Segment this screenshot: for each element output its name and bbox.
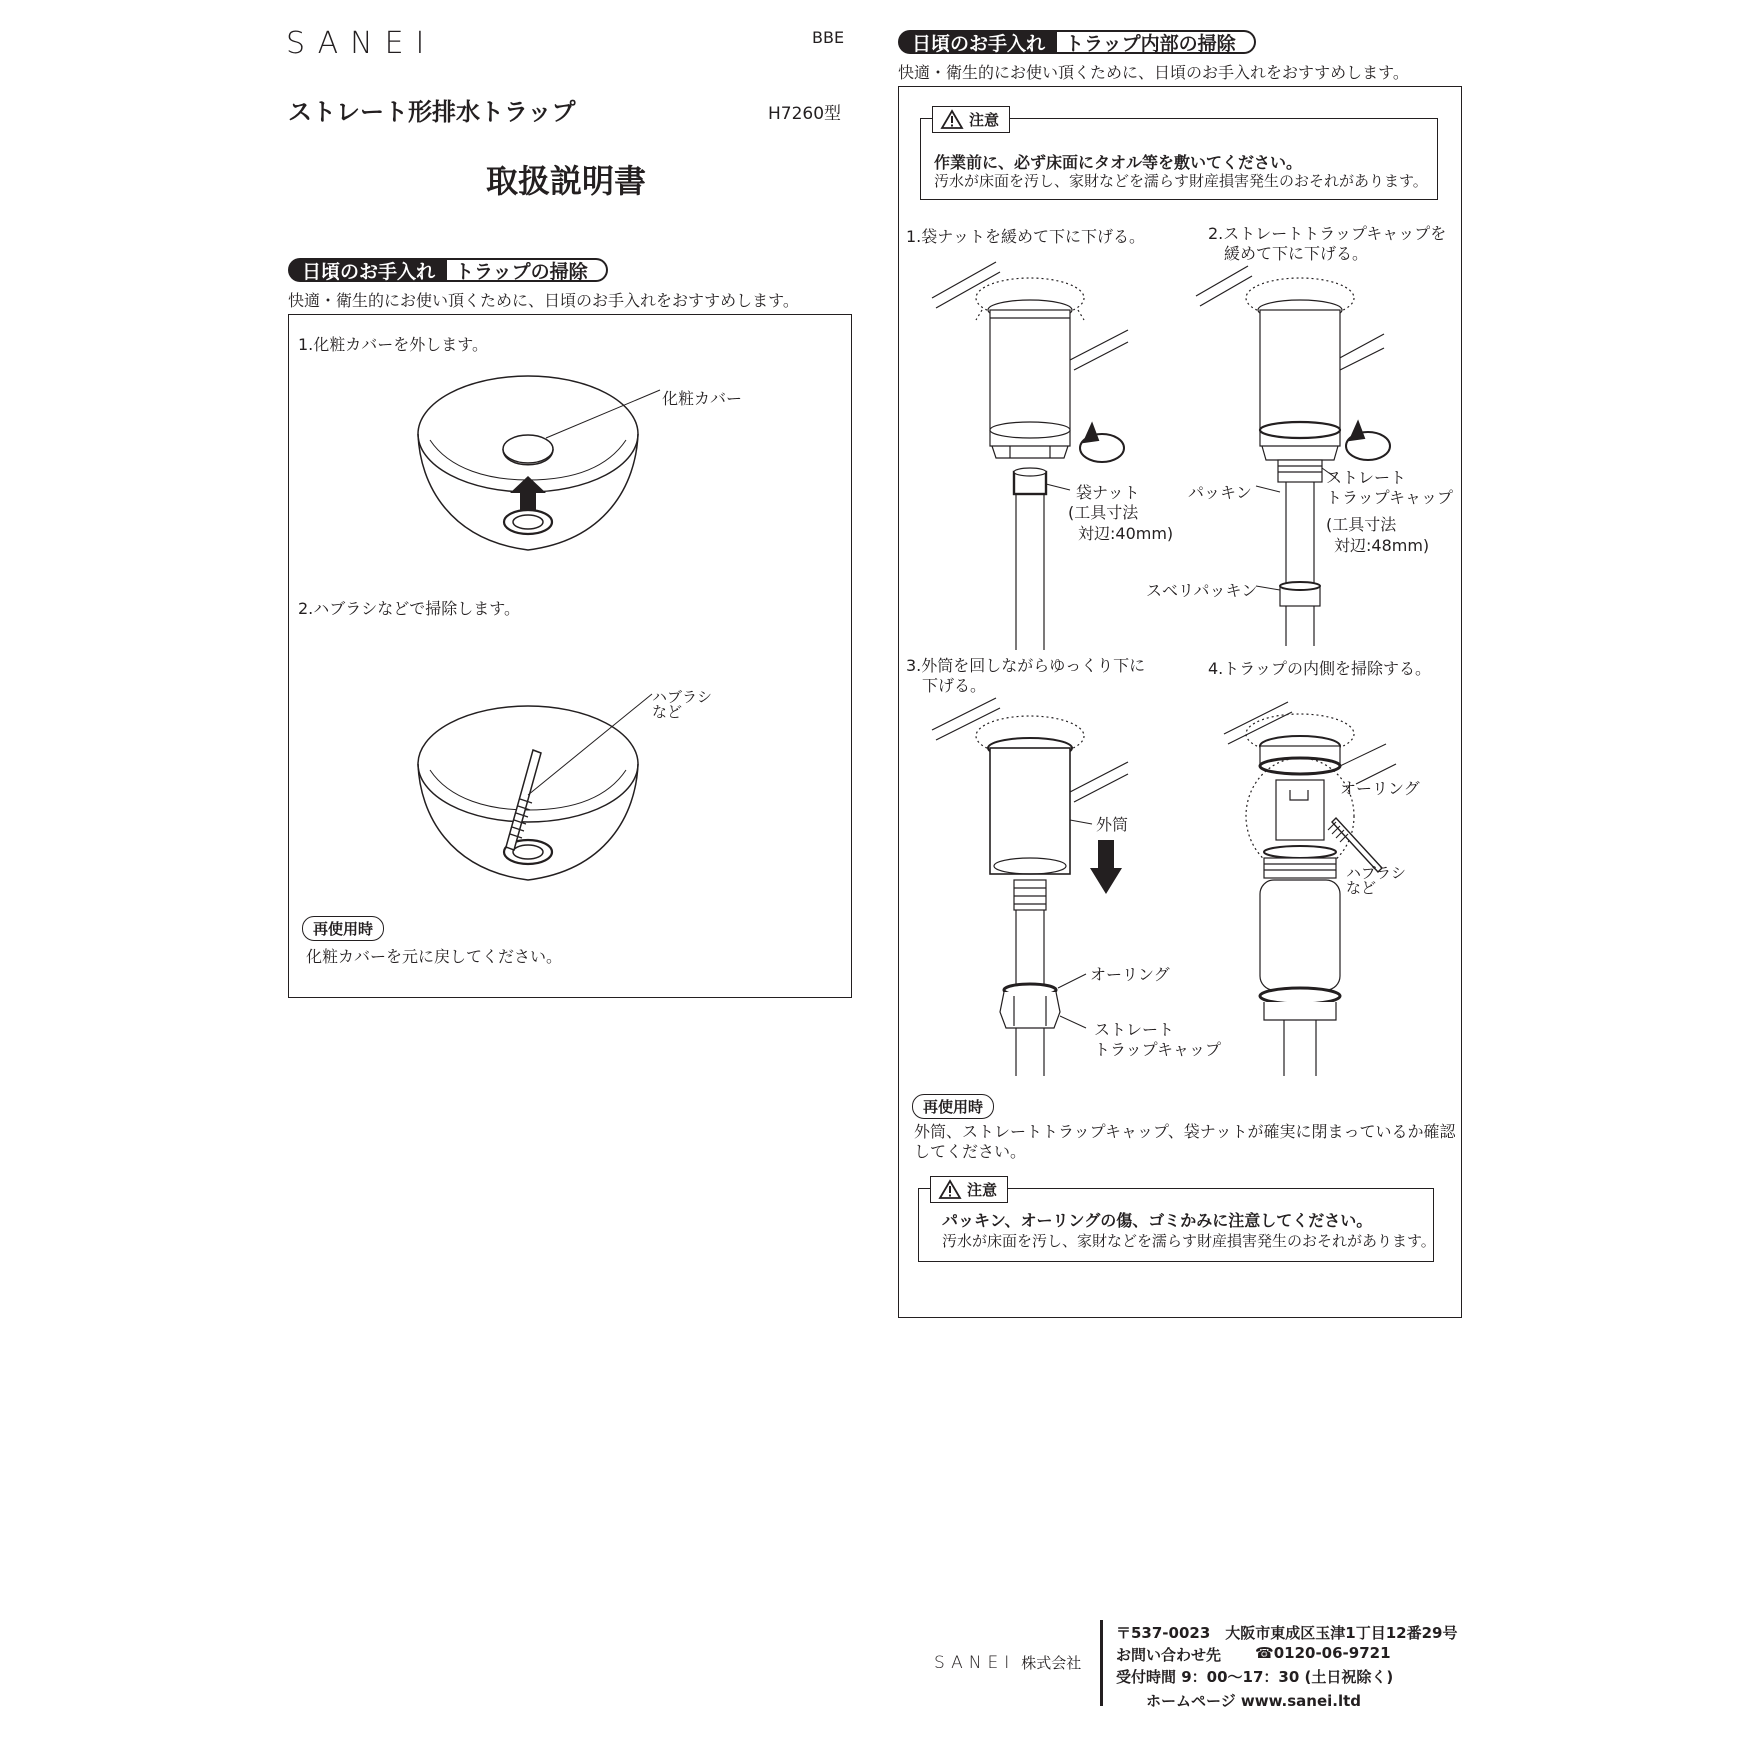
left-step2: 2.ハブラシなどで掃除します。 [298, 599, 520, 618]
step2-label-tool-line1: (工具寸法 [1326, 515, 1397, 534]
caution1-bold: 作業前に、必ず床面にタオル等を敷いてください。 [934, 153, 1303, 172]
step2-label-cap-line1: ストレート [1326, 468, 1407, 487]
doc-code: BBE [812, 28, 845, 47]
step2-label-cap [1326, 468, 1453, 508]
left-reuse-tag: 再使用時 [302, 916, 384, 941]
caution-tag-1-label: 注意 [969, 111, 1000, 129]
warning-icon-2 [939, 1180, 961, 1199]
footer-company-suffix: 株式会社 [1021, 1654, 1082, 1672]
cover-cap [503, 435, 553, 465]
caution1-text: 汚水が床面を汚し、家財などを濡らす財産損害発生のおそれがあります。 [934, 172, 1428, 190]
label-brush-line1: ハブラシ [652, 688, 713, 706]
step3-label-cap-line1: ストレート [1094, 1020, 1175, 1039]
right-section-tag-dark: 日頃のお手入れ [898, 30, 1057, 54]
footer-contact-row [1116, 1644, 1391, 1665]
step3-label-oring: オーリング [1090, 965, 1170, 984]
down-arrow-icon [1090, 840, 1122, 894]
left-section-tag-light: トラップの掃除 [447, 258, 608, 282]
step3-label-cap-line2: トラップキャップ [1094, 1040, 1222, 1059]
step4-label-brush [1346, 866, 1406, 896]
step3-label-outer: 外筒 [1096, 815, 1129, 834]
left-section-intro: 快適・衛生的にお使い頂くために、日頃のお手入れをおすすめします。 [288, 291, 799, 310]
right-step3-line2: 下げる。 [922, 676, 987, 695]
step1-label-tool [1068, 502, 1173, 544]
footer-address: 〒537-0023 大阪市東成区玉津1丁目12番29号 [1116, 1624, 1458, 1642]
step4-label-oring: オーリング [1340, 779, 1420, 798]
warning-icon [941, 110, 963, 129]
bowl-cover-illustration [410, 370, 650, 560]
right-step1: 1.袋ナットを緩めて下に下げる。 [906, 227, 1145, 246]
right-reuse-tag: 再使用時 [912, 1094, 994, 1119]
right-section-header [898, 30, 1256, 54]
right-step3 [906, 656, 1145, 696]
step4-label-brush-line2: など [1346, 879, 1377, 897]
right-step2-line2: 緩めて下に下げる。 [1224, 244, 1369, 263]
caution2-text: 汚水が床面を汚し、家財などを濡らす財産損害発生のおそれがあります。 [942, 1232, 1436, 1250]
step2-label-packing: パッキン [1188, 483, 1252, 502]
brand-logo-text: SANEI [286, 26, 437, 61]
step4-label-brush-line1: ハブラシ [1346, 864, 1407, 882]
footer-phone: ☎0120-06-9721 [1255, 1644, 1391, 1662]
footer-divider [1100, 1620, 1103, 1706]
right-section-tag-light: トラップ内部の掃除 [1057, 30, 1256, 54]
step2-label-cap-line2: トラップキャップ [1326, 488, 1454, 507]
right-section-intro: 快適・衛生的にお使い頂くために、日頃のお手入れをおすすめします。 [898, 63, 1409, 82]
step2-label-tool-line2: 対辺:48mm) [1334, 536, 1430, 555]
step2-label-slip: スベリパッキン [1146, 581, 1258, 600]
right-reuse-text-line1: 外筒、ストレートトラップキャップ、袋ナットが確実に閉まっているか確認 [914, 1122, 1456, 1141]
right-reuse-text [914, 1122, 1455, 1162]
page-title: 取扱説明書 [486, 162, 647, 200]
right-step4: 4.トラップの内側を掃除する。 [1208, 659, 1431, 678]
footer-contact-label: お問い合わせ先 [1116, 1646, 1222, 1664]
footer-website[interactable]: ホームページ www.sanei.ltd [1146, 1692, 1362, 1710]
caution-tag-2 [930, 1176, 1008, 1203]
caution-tag-2-label: 注意 [967, 1181, 998, 1199]
rotate-ccw-icon-2 [1346, 422, 1390, 460]
right-step3-line1: 3.外筒を回しながらゆっくり下に [906, 656, 1146, 675]
bowl-brush-illustration [410, 700, 650, 890]
brand-logo [286, 26, 436, 61]
label-brush-line2: など [652, 703, 683, 721]
right-step2-line1: 2.ストレートトラップキャップを [1208, 224, 1447, 243]
footer-brand: SANEI [934, 1652, 1016, 1673]
footer-hours: 受付時間 9：00～17：30 (土日祝除く) [1116, 1668, 1394, 1686]
caution2-bold: パッキン、オーリングの傷、ゴミかみに注意してください。 [942, 1211, 1373, 1230]
rotate-ccw-icon [1080, 424, 1124, 462]
step1-label-tool-line2: 対辺:40mm) [1078, 524, 1174, 543]
step1-label-nut: 袋ナット [1076, 483, 1140, 502]
step3-illustration [930, 696, 1130, 1076]
label-brush [652, 690, 712, 720]
left-section-header [288, 258, 608, 282]
left-section-tag-dark: 日頃のお手入れ [288, 258, 447, 282]
footer-company [934, 1652, 1081, 1673]
label-cover: 化粧カバー [662, 389, 743, 408]
step1-label-tool-line1: (工具寸法 [1068, 503, 1139, 522]
product-name: ストレート形排水トラップ [288, 98, 576, 126]
right-reuse-text-line2: してください。 [914, 1142, 1027, 1161]
model-number: H7260型 [768, 104, 842, 124]
step1-illustration [930, 250, 1130, 650]
caution-tag-1 [932, 106, 1010, 133]
step2-label-tool [1326, 514, 1429, 556]
left-step1: 1.化粧カバーを外します。 [298, 335, 488, 354]
left-reuse-text: 化粧カバーを元に戻してください。 [306, 947, 563, 966]
